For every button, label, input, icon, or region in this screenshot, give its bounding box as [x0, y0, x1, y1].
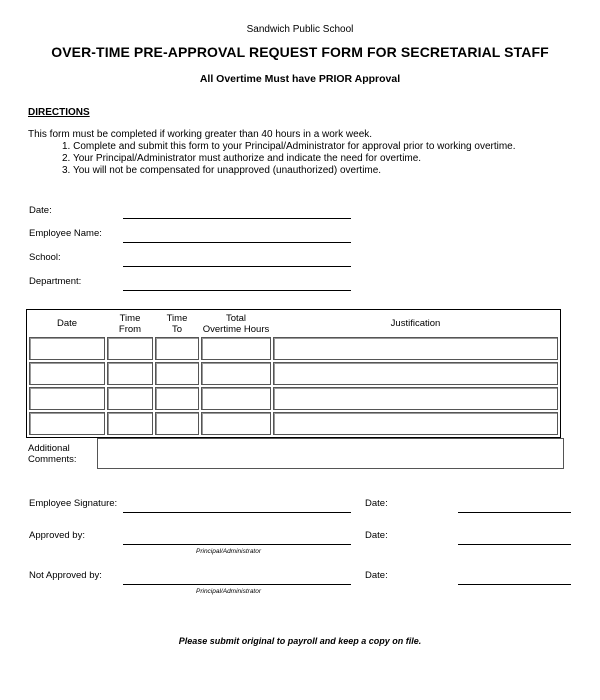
directions-list [62, 141, 516, 177]
form-title: OVER-TIME PRE-APPROVAL REQUEST FORM FOR SECRETARIAL STAFF [51, 44, 549, 60]
table-row [29, 362, 558, 385]
department-field[interactable] [123, 290, 351, 291]
cell-time-from[interactable] [107, 412, 153, 435]
header-date: Date [56, 318, 78, 329]
date-field[interactable] [123, 218, 351, 219]
cell-date[interactable] [29, 362, 105, 385]
cell-total-hours[interactable] [201, 337, 271, 360]
cell-time-to[interactable] [155, 337, 199, 360]
header-total-hours: Total Overtime Hours [202, 312, 270, 335]
not-approved-by-label: Not Approved by: [29, 570, 102, 581]
school-field[interactable] [123, 266, 351, 267]
approved-by-caption: Principal/Administrator [196, 548, 262, 555]
date-label: Date: [29, 205, 52, 216]
cell-date[interactable] [29, 412, 105, 435]
cell-total-hours[interactable] [201, 412, 271, 435]
employee-name-field[interactable] [123, 242, 351, 243]
cell-justification[interactable] [273, 387, 558, 410]
header-justification: Justification [390, 318, 441, 329]
not-approved-by-caption: Principal/Administrator [196, 588, 262, 595]
cell-justification[interactable] [273, 337, 558, 360]
cell-justification[interactable] [273, 412, 558, 435]
signature-date-field[interactable] [458, 512, 571, 513]
directions-item: 1. Complete and submit this form to your Principal/Administrator for approval prior to working overtime. [62, 141, 516, 152]
not-approved-date-label: Date: [365, 570, 388, 581]
school-name: Sandwich Public School [246, 24, 354, 35]
table-row [29, 337, 558, 360]
overtime-table [26, 309, 561, 438]
directions-heading: DIRECTIONS [28, 107, 90, 118]
table-header-row [29, 312, 558, 335]
department-label: Department: [29, 276, 82, 287]
cell-time-to[interactable] [155, 362, 199, 385]
signature-date-label: Date: [365, 498, 388, 509]
not-approved-date-field[interactable] [458, 584, 571, 585]
employee-name-label: Employee Name: [29, 228, 102, 239]
not-approved-by-field[interactable] [123, 584, 351, 585]
footer-note: Please submit original to payroll and keep a copy on file. [178, 636, 422, 646]
cell-justification[interactable] [273, 362, 558, 385]
cell-time-from[interactable] [107, 337, 153, 360]
approved-date-label: Date: [365, 530, 388, 541]
directions-intro: This form must be completed if working greater than 40 hours in a work week. [28, 129, 373, 140]
header-time-to: Time To [166, 312, 188, 335]
school-label: School: [29, 252, 61, 263]
approved-by-field[interactable] [123, 544, 351, 545]
directions-item: 3. You will not be compensated for unapproved (unauthorized) overtime. [62, 165, 382, 176]
cell-time-to[interactable] [155, 412, 199, 435]
table-row [29, 387, 558, 410]
approved-date-field[interactable] [458, 544, 571, 545]
cell-time-from[interactable] [107, 362, 153, 385]
approved-by-label: Approved by: [29, 530, 85, 541]
header-time-from: Time From [118, 312, 142, 335]
employee-signature-label: Employee Signature: [29, 498, 118, 509]
form-subtitle: All Overtime Must have PRIOR Approval [199, 73, 401, 85]
cell-total-hours[interactable] [201, 362, 271, 385]
directions-item: 2. Your Principal/Administrator must authorize and indicate the need for overtime. [62, 153, 422, 164]
cell-date[interactable] [29, 387, 105, 410]
comments-field[interactable] [97, 438, 564, 469]
cell-date[interactable] [29, 337, 105, 360]
comments-label: Additional Comments: [28, 443, 77, 465]
employee-signature-field[interactable] [123, 512, 351, 513]
cell-total-hours[interactable] [201, 387, 271, 410]
cell-time-to[interactable] [155, 387, 199, 410]
cell-time-from[interactable] [107, 387, 153, 410]
table-row [29, 412, 558, 435]
